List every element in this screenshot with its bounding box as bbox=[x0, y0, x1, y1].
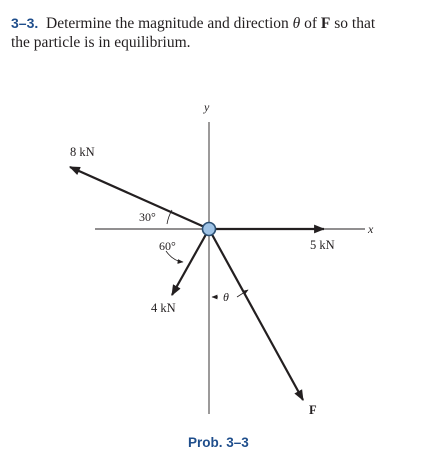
x-axis-label: x bbox=[368, 222, 374, 236]
problem-number: 3–3. bbox=[11, 15, 39, 31]
particle bbox=[203, 223, 216, 236]
y-axis-label: y bbox=[204, 100, 210, 114]
problem-force-F: F bbox=[320, 15, 331, 32]
figure-caption: Prob. 3–3 bbox=[188, 435, 249, 450]
force-F-arrow bbox=[209, 229, 303, 400]
angle-60-label: 60° bbox=[159, 239, 176, 253]
problem-text-of: of bbox=[300, 15, 321, 32]
problem-text-line1-end: so that bbox=[330, 15, 376, 32]
force-4kn-label: 4 kN bbox=[151, 301, 176, 315]
angle-theta-label: θ bbox=[223, 290, 229, 304]
problem-theta: θ bbox=[292, 15, 301, 32]
force-5kn-label: 5 kN bbox=[310, 238, 335, 252]
force-F-label: F bbox=[309, 403, 317, 417]
force-8kn-label: 8 kN bbox=[70, 145, 95, 159]
angle-30-label: 30° bbox=[139, 210, 156, 224]
problem-text-line2: the particle is in equilibrium. bbox=[11, 34, 191, 51]
force-4kn-arrow bbox=[172, 229, 209, 295]
problem-text-part1: Determine the magnitude and direction bbox=[46, 15, 293, 32]
